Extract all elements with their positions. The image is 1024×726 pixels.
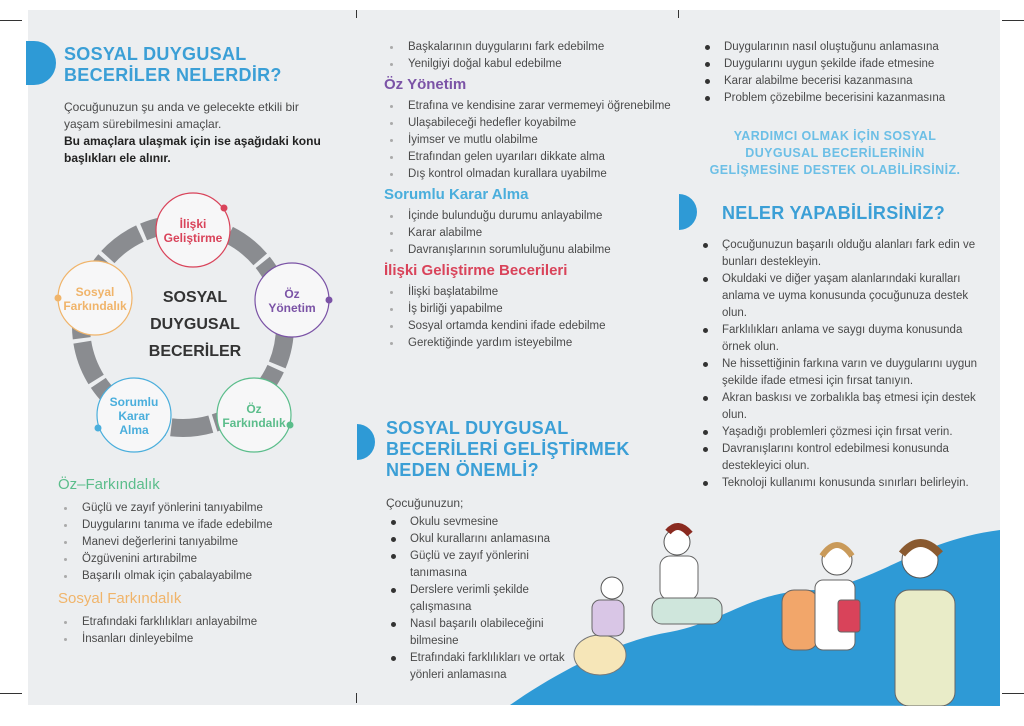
list-item: Güçlü ve zayıf yönlerini tanımasına: [386, 548, 586, 582]
diagram-node-label: Farkındalık: [222, 416, 286, 430]
diagram-node-label: Öz: [284, 287, 300, 301]
woman-skirt: [652, 598, 722, 624]
list-item: Okuldaki ve diğer yaşam alanlarındaki kuralları anlama ve uyma konusunda çocuğunuza destek olun.: [698, 271, 978, 322]
list-item: Özgüvenini artırabilme: [58, 551, 348, 568]
intro: [64, 99, 324, 167]
title-line: BECERİLERİ GELİŞTİRMEK: [386, 439, 630, 459]
node-dot: [326, 297, 333, 304]
list-item: Etrafından gelen uyarıları dikkate alma: [384, 149, 674, 166]
title-line: BECERİLER NELERDİR?: [64, 65, 282, 85]
list-item: Okulu sevmesine: [386, 514, 586, 531]
list-item: Akran baskısı ve zorbalıkla baş etmesi için destek olun.: [698, 390, 978, 424]
section-title: [64, 44, 282, 86]
list-item: Nasıl başarılı olabileceğini bilmesine: [386, 616, 586, 650]
callout-line: DUYGUSAL BECERİLERİNİN: [745, 146, 925, 160]
section-heading: İlişki Geliştirme Becerileri: [384, 262, 568, 279]
section-heading: Öz–Farkındalık: [58, 476, 160, 493]
woman-body: [660, 556, 698, 600]
oz-farkindalik-section: [58, 473, 348, 648]
list-item: Ulaşabileceği hedefler koyabilme: [384, 115, 674, 132]
list-item: Karar alabilme: [384, 225, 674, 242]
intro-text: Çocuğunuzun şu anda ve gelecekte etkili bir yaşam sürebilmesini amaçlar.: [64, 100, 299, 131]
list-item: Teknoloji kullanımı konusunda sınırları belirleyin.: [698, 475, 978, 492]
list-item: Etrafındaki farklılıkları anlayabilme: [58, 614, 348, 631]
diagram-node-label: Yönetim: [268, 301, 316, 315]
backpack: [782, 590, 818, 650]
node-dot: [221, 205, 228, 212]
list-item: Ne hissettiğinin farkına varın ve duygularını uygun şekilde ifade etmesi için fırsat tanıyın.: [698, 356, 978, 390]
section-heading: Öz Yönetim: [384, 76, 467, 93]
crop-mark: [1002, 693, 1024, 694]
list-item: Sosyal ortamda kendini ifade edebilme: [384, 318, 674, 335]
list-item: Davranışlarının sorumluluğunu alabilme: [384, 242, 674, 259]
list-item: Dış kontrol olmadan kurallara uyabilme: [384, 166, 674, 183]
title-line: SOSYAL DUYGUSAL: [386, 418, 569, 438]
crop-mark: [0, 693, 22, 694]
section-title: NELER YAPABİLİRSİNİZ?: [722, 203, 945, 223]
section-heading: Sorumlu Karar Alma: [384, 186, 529, 203]
callout-line: GELİŞMESİNE DESTEK OLABİLİRSİNİZ.: [709, 163, 961, 177]
diagram-node-label: İlişki: [179, 217, 207, 231]
diagram-node-label: Alma: [119, 423, 149, 437]
boy-head: [601, 577, 623, 599]
list-item: Farklılıkları anlama ve saygı duyma konusunda örnek olun.: [698, 322, 978, 356]
col2-lists: [384, 39, 674, 352]
list-item: Duygularını tanıma ve ifade edebilme: [58, 517, 348, 534]
list-item: Etrafına ve kendisine zarar vermemeyi öğrenebilme: [384, 98, 674, 115]
list-item: Başarılı olmak için çabalayabilme: [58, 568, 348, 585]
title-line: SOSYAL DUYGUSAL: [64, 44, 247, 64]
list-item: İnsanları dinleyebilme: [58, 631, 348, 648]
list-item: Manevi değerlerini tanıyabilme: [58, 534, 348, 551]
beanbag: [574, 635, 626, 675]
diagram-node-label: Sorumlu: [109, 395, 159, 409]
callout-line: YARDIMCI OLMAK İÇİN SOSYAL: [733, 129, 937, 143]
crop-mark: [0, 20, 22, 21]
diagram-node-label: Sosyal: [75, 285, 115, 299]
list-item: Problem çözebilme becerisini kazanmasına: [700, 90, 990, 107]
list-item: İlişki başlatabilme: [384, 284, 674, 301]
illustration: [500, 520, 1000, 706]
tips-list: [698, 237, 978, 492]
list-item: Etrafındaki farklılıkları ve ortak yönleri anlamasına: [386, 650, 586, 684]
fold-mark: [678, 10, 679, 18]
list-item: Duygularını uygun şekilde ifade etmesine: [700, 56, 990, 73]
list-item: Derslere verimli şekilde çalışmasına: [386, 582, 586, 616]
diagram-node-label: Geliştirme: [163, 231, 223, 245]
diagram-center-line: BECERİLER: [148, 343, 242, 360]
list-item: Güçlü ve zayıf yönlerini tanıyabilme: [58, 500, 348, 517]
node-dot: [95, 425, 102, 432]
man-body: [895, 590, 955, 706]
list-item: Gerektiğinde yardım isteyebilme: [384, 335, 674, 352]
diagram-center-line: DUYGUSAL: [150, 316, 240, 333]
boy-body: [592, 600, 624, 636]
list-item: Davranışlarını kontrol edebilmesi konusunda destekleyici olun.: [698, 441, 978, 475]
col3-cont-list: [700, 39, 990, 107]
list-item: Başkalarının duygularını fark edebilme: [384, 39, 674, 56]
list-item: Yaşadığı problemleri çözmesi için fırsat verin.: [698, 424, 978, 441]
list-item: İçinde bulunduğu durumu anlayabilme: [384, 208, 674, 225]
crop-mark: [1002, 20, 1024, 21]
skills-diagram: [40, 180, 360, 460]
intro-bold-text: Bu amaçlara ulaşmak için ise aşağıdaki konu başlıkları ele alınır.: [64, 134, 321, 165]
node-dot: [55, 295, 62, 302]
list-item: Karar alabilme becerisi kazanmasına: [700, 73, 990, 90]
fold-mark: [356, 10, 357, 18]
diagram-node-label: Karar: [118, 409, 150, 423]
diagram-node-label: Farkındalık: [63, 299, 127, 313]
diagram-node-label: Öz: [246, 402, 262, 416]
gift-box: [838, 600, 860, 632]
list-item: Çocuğunuzun başarılı olduğu alanları fark edin ve bunları destekleyin.: [698, 237, 978, 271]
list-item: Yenilgiyi doğal kabul edebilme: [384, 56, 674, 73]
lead-text: Çocuğunuzun;: [386, 496, 464, 510]
fold-mark: [356, 693, 357, 703]
list-item: Duygularının nasıl oluştuğunu anlamasına: [700, 39, 990, 56]
diagram-center-line: SOSYAL: [162, 289, 228, 306]
section-title: [386, 418, 630, 481]
title-line: NEDEN ÖNEMLİ?: [386, 460, 539, 480]
list-item: İş birliği yapabilme: [384, 301, 674, 318]
section-heading: Sosyal Farkındalık: [58, 590, 182, 607]
list-item: İyimser ve mutlu olabilme: [384, 132, 674, 149]
list-item: Okul kurallarını anlamasına: [386, 531, 586, 548]
callout: [690, 128, 980, 179]
node-dot: [287, 422, 294, 429]
